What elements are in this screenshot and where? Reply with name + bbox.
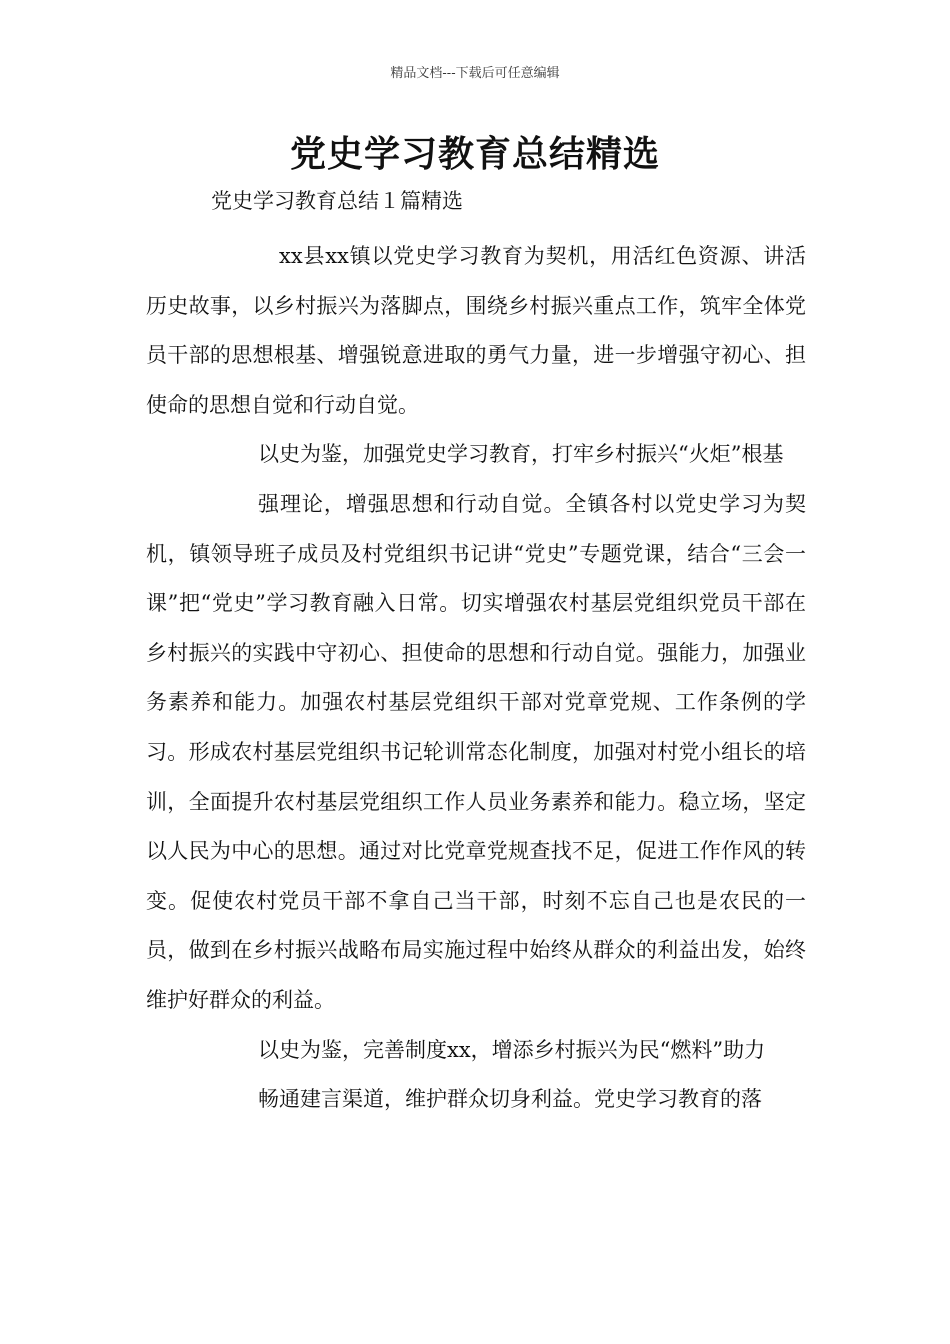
document-body	[146, 232, 806, 1125]
document-subtitle: 党史学习教育总结１篇精选	[211, 189, 463, 213]
header-note: 精品文档---下载后可任意编辑	[390, 66, 560, 81]
paragraph-intro: xx县xx镇以党史学习教育为契机，用活红色资源、讲活历史故事，以乡村振兴为落脚点，围绕乡村振兴重点工作，筑牢全体党员干部的思想根基、增强锐意进取的勇气力量，进一步增强守初心、担使命的思想自觉和行动自觉。	[146, 244, 806, 417]
document-title: 党史学习教育总结精选	[289, 133, 660, 175]
section-heading-fuel: 以史为鉴，完善制度xx，增添乡村振兴为民“燃料”助力	[258, 1037, 766, 1062]
paragraph-theory: 强理论，增强思想和行动自觉。全镇各村以党史学习为契机，镇领导班子成员及村党组织书记讲“党史”专题党课，结合“三会一课”把“党史”学习教育融入日常。切实增强农村基层党组织党员干部在乡村振兴的实践中守初心、担使命的思想和行动自觉。强能力，加强业务素养和能力。加强农村基层党组织干部对党章党规、工作条例的学习。形成农村基层党组织书记轮训常态化制度，加强对村党小组长的培训，全面提升农村基层党组织工作人员业务素养和能力。稳立场，坚定以人民为中心的思想。通过对比党章党规查找不足，促进工作作风的转变。促使农村党员干部不拿自己当干部，时刻不忘自己也是农民的一员，做到在乡村振兴战略布局实施过程中始终从群众的利益出发，始终维护好群众的利益。	[146, 491, 806, 1012]
paragraph-channels: 畅通建言渠道，维护群众切身利益。党史学习教育的落	[258, 1087, 762, 1112]
section-heading-torch: 以史为鉴，加强党史学习教育，打牢乡村振兴“火炬”根基	[258, 442, 784, 467]
